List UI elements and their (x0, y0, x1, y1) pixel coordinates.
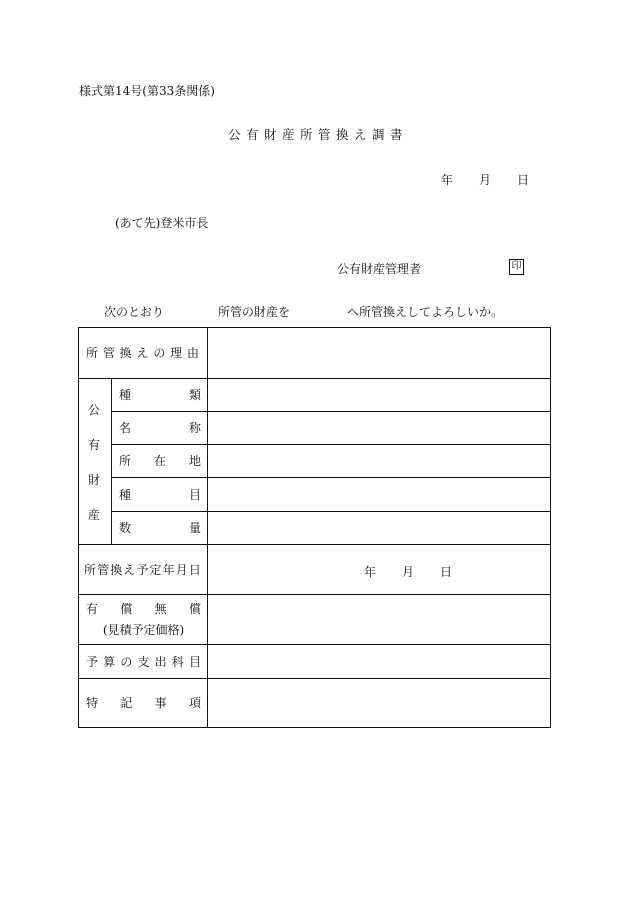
label-char: 種 (119, 388, 132, 402)
label-char: 予 (136, 562, 149, 577)
label-char: の (120, 654, 133, 669)
label-char: 償 (120, 602, 133, 616)
label-char: 換 (110, 562, 123, 577)
budget-item-field[interactable] (208, 645, 550, 678)
property-location-field[interactable] (208, 445, 550, 477)
property-category-label (119, 477, 201, 511)
label-char: 有 (86, 602, 99, 616)
property-location-label (119, 444, 201, 477)
request-text-part1: 次のとおり (104, 305, 165, 319)
label-char: 目 (188, 487, 201, 502)
transfer-month-label: 月 (402, 565, 415, 579)
label-char: 年 (162, 562, 175, 577)
property-group-char: 公 (87, 403, 100, 417)
paid-or-free-cell (86, 594, 201, 644)
form-number: 様式第14号(第33条関係) (79, 84, 215, 98)
date-year-label: 年 (441, 173, 454, 187)
property-name-label (119, 411, 201, 444)
label-char: 予 (86, 654, 99, 669)
estimated-price-label: (見積予定価格) (102, 623, 185, 637)
label-char: 量 (188, 521, 201, 535)
request-text-part2: 所管の財産を (218, 305, 291, 319)
property-type-label (119, 378, 201, 411)
date-day-label: 日 (517, 173, 530, 187)
label-char: 算 (103, 654, 116, 669)
remarks-field[interactable] (208, 679, 550, 727)
label-char: 管 (102, 346, 115, 360)
table-border-right (550, 327, 551, 728)
label-char: 称 (188, 421, 201, 435)
property-type-field[interactable] (208, 379, 550, 411)
label-char: 換 (119, 346, 132, 360)
table-border-left (78, 327, 79, 728)
budget-item-label (86, 644, 201, 678)
label-char: 項 (188, 696, 201, 710)
label-char: 支 (137, 654, 150, 669)
label-char: 定 (149, 562, 162, 577)
addressee: (あて先)登米市長 (115, 216, 209, 230)
seal-mark: 印 (509, 259, 524, 275)
label-char: 科 (171, 654, 184, 669)
property-group-char: 有 (87, 438, 100, 452)
label-char: え (123, 562, 136, 577)
label-char: 事 (154, 696, 167, 710)
label-char: 記 (120, 696, 133, 710)
label-char: 無 (154, 602, 167, 616)
reason-field[interactable] (208, 328, 550, 378)
manager-label: 公有財産管理者 (337, 262, 422, 276)
reason-label (86, 327, 199, 378)
transfer-year-label: 年 (364, 565, 377, 579)
label-char: 名 (119, 421, 132, 435)
request-text-part3: へ所管換えしてよろしいか。 (347, 305, 504, 319)
paid-or-free-label (86, 600, 201, 617)
label-char: 日 (188, 562, 201, 577)
transfer-day-label: 日 (440, 565, 453, 579)
label-char: 由 (186, 346, 199, 360)
paid-or-free-field[interactable] (208, 595, 550, 644)
label-char: 償 (188, 602, 201, 616)
label-char: の (153, 346, 166, 360)
label-char: 特 (86, 696, 99, 710)
property-quantity-field[interactable] (208, 512, 550, 544)
property-name-field[interactable] (208, 412, 550, 444)
label-char: 所 (86, 346, 99, 360)
property-group-char: 財 (87, 473, 100, 487)
transfer-date-label (84, 544, 201, 594)
label-char: 地 (188, 454, 201, 468)
date-month-label: 月 (479, 173, 492, 187)
label-char: 類 (188, 388, 201, 402)
document-date (441, 171, 529, 188)
label-char: 在 (153, 454, 166, 468)
table-border-bottom (78, 727, 551, 728)
label-char: え (136, 346, 149, 360)
property-category-field[interactable] (208, 478, 550, 511)
label-char: 月 (175, 562, 188, 577)
transfer-date-value (364, 563, 452, 580)
document-title: 公有財産所管換え調書 (228, 127, 409, 142)
label-char: 出 (154, 654, 167, 669)
label-char: 所 (84, 562, 97, 577)
label-char: 目 (188, 654, 201, 669)
label-char: 管 (97, 562, 110, 577)
label-char: 種 (119, 487, 132, 502)
remarks-label (86, 678, 201, 727)
property-group-divider (111, 378, 112, 544)
property-quantity-label (119, 511, 201, 544)
property-transfer-table (78, 327, 551, 728)
property-group-char: 産 (87, 508, 100, 522)
label-char: 所 (119, 454, 132, 468)
label-char: 理 (170, 346, 183, 360)
label-char: 数 (119, 521, 132, 535)
